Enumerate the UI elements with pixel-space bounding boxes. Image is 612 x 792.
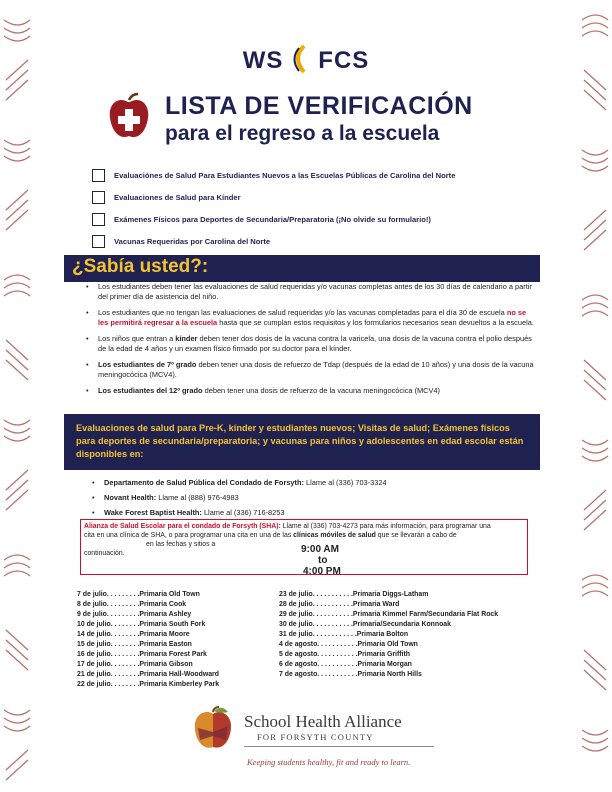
schedule-place: Primaria Morgan <box>357 661 412 668</box>
sha-bold-text: clínicas móviles de salud <box>293 532 376 539</box>
checkbox[interactable] <box>92 235 105 248</box>
schedule-date: 5 de agosto <box>279 651 318 658</box>
contact-item <box>92 493 522 503</box>
schedule-right <box>279 590 498 680</box>
sha-text: continuación. <box>84 550 125 557</box>
schedule-row <box>77 620 219 630</box>
bullet-warning-text: no se les permitirá regresar a la escuela <box>98 308 527 327</box>
schedule-date: 17 de julio <box>77 661 111 668</box>
contact-item <box>92 508 522 518</box>
schedule-place: Primaria Ward <box>352 601 400 608</box>
schedule-row <box>279 660 498 670</box>
schedule-date: 22 de julio <box>77 681 111 688</box>
contact-name: Wake Forest Baptist Health: <box>104 508 202 517</box>
left-border-pattern <box>0 0 34 792</box>
schedule-row <box>279 600 498 610</box>
schedule-dots: . . . . . . . . . . . <box>317 641 358 648</box>
schedule-row <box>77 610 219 620</box>
schedule-row <box>77 670 219 680</box>
schedule-left <box>77 590 219 690</box>
sha-info-text <box>84 522 494 558</box>
schedule-row <box>279 590 498 600</box>
checklist <box>92 164 455 252</box>
checklist-item[interactable] <box>92 230 455 252</box>
schedule-place: Primaria Kimmel Farm/Secundaria Flat Rock <box>352 611 499 618</box>
schedule-place: Primaria Old Town <box>357 641 418 648</box>
page-title: LISTA DE VERIFICACIÓN <box>165 92 473 120</box>
info-bullet <box>86 334 536 354</box>
schedule-place: Primaria North Hills <box>357 671 422 678</box>
bullet-text: deben tener una dosis de refuerzo de Tdap (después de la edad de 10 años) y una dosis de la vacuna meningocócica (MCV4). <box>98 360 534 379</box>
schedule-row <box>279 610 498 620</box>
schedule-date: 29 de julio <box>279 611 313 618</box>
contact-name: Departamento de Salud Pública del Condado de Forsyth: <box>104 478 304 487</box>
contact-item <box>92 478 522 488</box>
schedule-date: 7 de julio <box>77 591 107 598</box>
checklist-item[interactable] <box>92 208 455 230</box>
schedule-place: Primaria Forest Park <box>139 651 207 658</box>
info-bullet <box>86 308 536 328</box>
schedule-row <box>77 630 219 640</box>
contacts-list <box>92 478 522 523</box>
schedule-dots: . . . . . . . . . <box>106 611 140 618</box>
schedule-place: Primaria Old Town <box>139 591 200 598</box>
bullet-text: deben tener una dosis de refuerzo de la vacuna meningocócica (MCV4) <box>202 386 441 395</box>
checklist-label: Exámenes Físicos para Deportes de Secundaria/Preparatoria (¡No olvide su formulario!) <box>114 214 431 224</box>
schedule-row <box>77 590 219 600</box>
clinic-time-end: 4:00 PM <box>303 566 341 577</box>
schedule-row <box>279 630 498 640</box>
schedule-dots: . . . . . . . . . . . <box>317 661 358 668</box>
schedule-place: Primaria Cook <box>139 601 187 608</box>
schedule-dots: . . . . . . . . <box>110 661 140 668</box>
sha-text: en las fechas y sitios a <box>146 541 216 548</box>
schedule-dots: . . . . . . . . <box>110 671 140 678</box>
wsfcs-logo <box>0 44 612 75</box>
schedule-place: Primaria Ashley <box>139 611 192 618</box>
schedule-date: 16 de julio <box>77 651 111 658</box>
schedule-place: Primaria Hall-Woodward <box>139 671 219 678</box>
schedule-dots: . . . . . . . . <box>110 641 140 648</box>
contact-phone[interactable]: Llame al (888) 976-4983 <box>156 493 239 502</box>
clinic-time-start: 9:00 AM <box>301 544 339 555</box>
schedule-date: 10 de julio <box>77 621 111 628</box>
schedule-dots: . . . . . . . . . . . <box>312 611 353 618</box>
checklist-label: Evaluaciónes de Salud Para Estudiantes Nuevos a las Escuelas Públicas de Carolina del Norte <box>114 170 456 180</box>
schedule-date: 23 de julio <box>279 591 313 598</box>
schedule-date: 6 de agosto <box>279 661 318 668</box>
logo-left-text: WS <box>242 47 284 74</box>
bullet-text: Los niños que entran a <box>98 334 176 343</box>
page-subtitle: para el regreso a la escuela <box>165 122 440 145</box>
bullet-bold-text: kínder <box>175 334 198 343</box>
schedule-date: 30 de julio <box>279 621 313 628</box>
bullet-text: deben tener dos dosis de la vacuna contra la varicela, una dosis de la vacuna contra el polio después de la edad de 4 años y un examen físico firmado por su doctor para el kínder. <box>98 334 532 353</box>
schedule-dots: . . . . . . . . . . . <box>312 621 353 628</box>
schedule-row <box>77 680 219 690</box>
schedule-date: 31 de julio <box>279 631 313 638</box>
contact-phone[interactable]: Llame al (336) 703-3324 <box>303 478 387 487</box>
schedule-dots: . . . . . . . . <box>110 651 140 658</box>
schedule-dots: . . . . . . . . <box>110 631 140 638</box>
schedule-dots: . . . . . . . . . . . <box>312 601 353 608</box>
schedule-row <box>77 600 219 610</box>
schedule-dots: . . . . . . . . . . . <box>312 591 353 598</box>
sha-title: Alianza de Salud Escolar para el condado de Forsyth (SHA): <box>84 523 281 530</box>
footer-org-name: School Health Alliance <box>244 712 402 731</box>
schedule-place: Primaria Moore <box>139 631 190 638</box>
schedule-row <box>77 660 219 670</box>
checkbox[interactable] <box>92 169 105 182</box>
footer-tagline: Keeping students healthy, fit and ready to learn. <box>247 757 411 767</box>
contact-phone[interactable]: Llame al (336) 716-8253 <box>201 508 285 517</box>
schedule-row <box>77 640 219 650</box>
footer-divider <box>244 746 434 747</box>
clinic-time-to: to <box>318 555 328 566</box>
schedule-place: Primaria Easton <box>139 641 192 648</box>
schedule-date: 28 de julio <box>279 601 313 608</box>
schedule-row <box>279 640 498 650</box>
schedule-date: 15 de julio <box>77 641 111 648</box>
schedule-dots: . . . . . . . . . <box>106 591 140 598</box>
schedule-place: Primaria Diggs-Latham <box>352 591 429 598</box>
checkbox[interactable] <box>92 191 105 204</box>
schedule-row <box>279 620 498 630</box>
availability-text: Evaluaciones de salud para Pre-K, kínder y estudiantes nuevos; Visitas de salud; Exámenes físicos para deportes de secundaria/preparatoria; y vacunas para niños y adolescentes en edad escolar están disponibles en: <box>76 423 524 459</box>
schedule-dots: . . . . . . . . . <box>106 601 140 608</box>
apple-cross-icon <box>106 92 152 142</box>
schedule-dots: . . . . . . . . <box>110 681 140 688</box>
schedule-date: 9 de julio <box>77 611 107 618</box>
contact-name: Novant Health: <box>104 493 157 502</box>
schedule-date: 14 de julio <box>77 631 111 638</box>
schedule-row <box>279 670 498 680</box>
info-bullet <box>86 360 536 380</box>
schedule-place: Primaria/Secundaria Konnoak <box>352 621 451 628</box>
bullet-bold-text: Los estudiantes del 12º grado <box>98 386 203 395</box>
info-bullet <box>86 386 536 396</box>
schedule-dots: . . . . . . . . <box>110 621 140 628</box>
did-you-know-title: ¿Sabía usted?: <box>72 256 209 277</box>
logo-swoosh-icon <box>290 44 312 74</box>
logo-right-text: FCS <box>318 47 370 74</box>
schedule-place: Primaria Gibson <box>139 661 193 668</box>
checklist-label: Evaluaciones de Salud para Kínder <box>114 192 241 202</box>
schedule-row <box>279 650 498 660</box>
schedule-date: 8 de julio <box>77 601 107 608</box>
bullet-text: Los estudiantes deben tener las evaluaciones de salud requeridas y/o vacunas completas antes de los 30 días de calendario a partir del primer día de asistencia del niño. <box>98 282 532 301</box>
checklist-item[interactable] <box>92 186 455 208</box>
schedule-date: 21 de julio <box>77 671 111 678</box>
schedule-dots: . . . . . . . . . . . . <box>312 631 357 638</box>
school-health-alliance-apple-icon <box>190 706 236 752</box>
did-you-know-list <box>86 282 536 402</box>
schedule-dots: . . . . . . . . . . . <box>317 651 358 658</box>
right-border-pattern <box>578 0 612 792</box>
schedule-date: 4 de agosto <box>279 641 318 648</box>
footer-org-sub: FOR FORSYTH COUNTY <box>257 732 374 742</box>
sha-text: que se llevarán a cabo de <box>375 532 457 539</box>
schedule-place: Primaria Kimberley Park <box>139 681 220 688</box>
bullet-text: hasta que se cumplan estos requisitos y los formularios necesarios sean devueltos a la escuela. <box>217 318 534 327</box>
schedule-date: 7 de agosto <box>279 671 318 678</box>
sha-text: Llame al (336) 703-4273 para más información, para programar una cita en una clínica de SHA, o para programar una cita en una de las <box>84 523 491 539</box>
bullet-bold-text: Los estudiantes de 7º grado <box>98 360 197 369</box>
info-bullet <box>86 282 536 302</box>
schedule-place: Primaria South Fork <box>139 621 206 628</box>
checkbox[interactable] <box>92 213 105 226</box>
bullet-text: Los estudiantes que no tengan las evaluaciones de salud requeridas y/o las vacunas completadas para el día 30 de escuela <box>98 308 507 317</box>
schedule-place: Primaria Griffith <box>357 651 410 658</box>
checklist-label: Vacunas Requeridas por Carolina del Norte <box>114 236 271 246</box>
schedule-place: Primaria Bolton <box>356 631 409 638</box>
schedule-row <box>77 650 219 660</box>
checklist-item[interactable] <box>92 164 455 186</box>
schedule-dots: . . . . . . . . . . . <box>317 671 358 678</box>
